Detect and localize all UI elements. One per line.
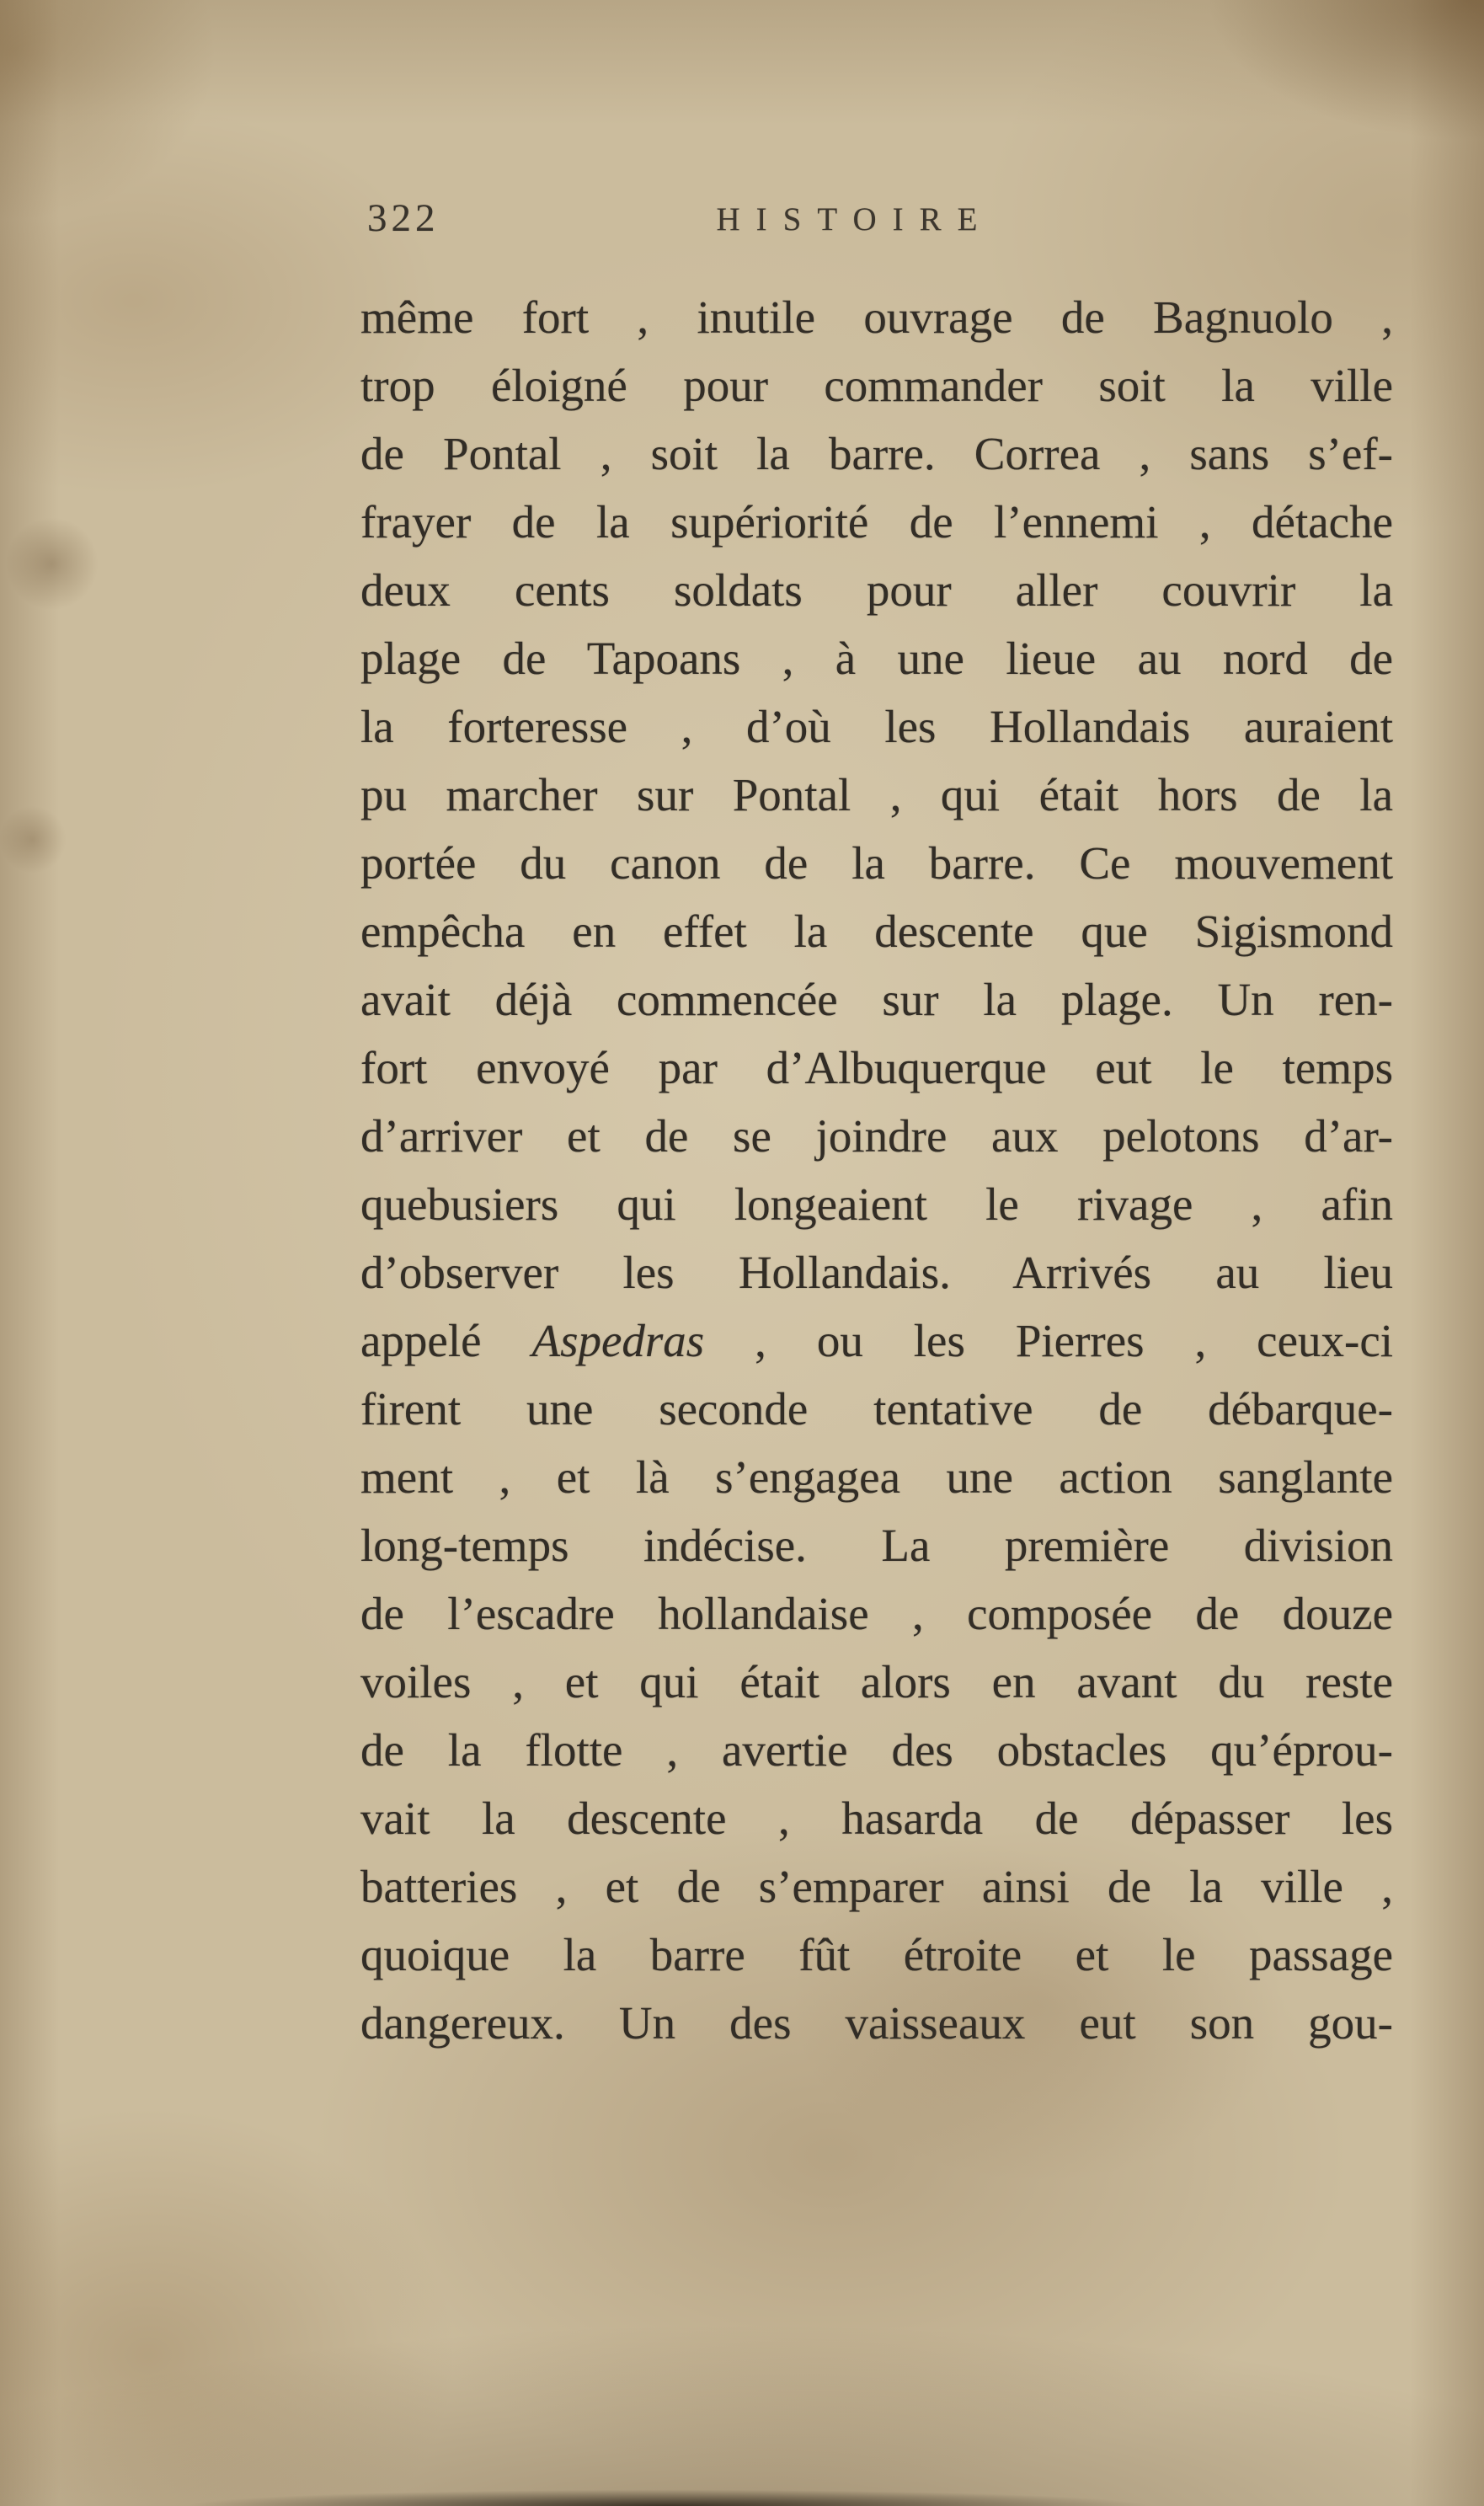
- text-segment: portée du canon de la barre. Ce mouvement: [360, 837, 1393, 889]
- text-line: [360, 1852, 1393, 1921]
- text-line: [360, 488, 1393, 556]
- page-content: [360, 195, 1393, 2057]
- text-line: [360, 897, 1393, 965]
- text-line: [360, 1716, 1393, 1784]
- text-segment: empêcha en effet la descente que Sigismond: [360, 906, 1393, 957]
- text-segment: de Pontal , soit la barre. Correa , sans s’ef-: [360, 428, 1393, 479]
- text-line: [360, 1989, 1393, 2057]
- text-segment: , ou les Pierres , ceux-ci: [704, 1315, 1394, 1366]
- text-line: [360, 1648, 1393, 1716]
- text-segment: de l’escadre hollandaise , composée de douze: [360, 1588, 1393, 1639]
- text-line: [360, 283, 1393, 351]
- text-segment: deux cents soldats pour aller couvrir la: [360, 564, 1393, 616]
- italic-text-segment: Aspedras: [531, 1315, 705, 1366]
- text-segment: d’observer les Hollandais. Arrivés au lieu: [360, 1247, 1393, 1298]
- text-line: [360, 829, 1393, 897]
- text-line: [360, 1511, 1393, 1579]
- text-segment: ment , et là s’engagea une action sanglante: [360, 1451, 1393, 1503]
- page-number: 322: [367, 196, 440, 240]
- text-line: [360, 1443, 1393, 1511]
- text-line: [360, 965, 1393, 1034]
- text-segment: quoique la barre fût étroite et le passage: [360, 1929, 1393, 1980]
- running-head: [360, 195, 1393, 278]
- text-segment: d’arriver et de se joindre aux pelotons d’ar-: [360, 1110, 1393, 1162]
- text-line: [360, 1579, 1393, 1648]
- text-line: [360, 1306, 1393, 1375]
- text-segment: de la flotte , avertie des obstacles qu’éprou-: [360, 1724, 1393, 1776]
- text-segment: quebusiers qui longeaient le rivage , afin: [360, 1178, 1393, 1230]
- text-segment: appelé: [360, 1315, 532, 1366]
- text-line: [360, 1238, 1393, 1306]
- text-segment: firent une seconde tentative de débarque-: [360, 1383, 1393, 1435]
- text-segment: long-temps indécise. La première division: [360, 1520, 1393, 1571]
- text-block: [360, 283, 1393, 2057]
- text-segment: plage de Tapoans , à une lieue au nord de: [360, 633, 1393, 684]
- text-line: [360, 1170, 1393, 1238]
- text-line: [360, 419, 1393, 488]
- text-segment: batteries , et de s’emparer ainsi de la ville ,: [360, 1861, 1393, 1912]
- text-line: [360, 692, 1393, 761]
- text-line: [360, 1102, 1393, 1170]
- text-segment: vait la descente , hasarda de dépasser les: [360, 1793, 1393, 1844]
- text-line: [360, 624, 1393, 692]
- text-segment: fort envoyé par d’Albuquerque eut le temps: [360, 1042, 1393, 1093]
- text-segment: trop éloigné pour commander soit la ville: [360, 360, 1393, 411]
- text-line: [360, 761, 1393, 829]
- text-line: [360, 1034, 1393, 1102]
- text-segment: dangereux. Un des vaisseaux eut son gou-: [360, 1997, 1393, 2049]
- running-header-title: HISTOIRE: [716, 201, 994, 238]
- text-line: [360, 351, 1393, 419]
- text-segment: pu marcher sur Pontal , qui était hors de la: [360, 769, 1393, 820]
- text-segment: même fort , inutile ouvrage de Bagnuolo ,: [360, 291, 1393, 343]
- text-line: [360, 556, 1393, 624]
- text-line: [360, 1921, 1393, 1989]
- text-segment: frayer de la supériorité de l’ennemi , détache: [360, 496, 1393, 548]
- text-line: [360, 1375, 1393, 1443]
- text-segment: voiles , et qui était alors en avant du reste: [360, 1656, 1393, 1707]
- text-segment: la forteresse , d’où les Hollandais auraient: [360, 701, 1393, 752]
- text-segment: avait déjà commencée sur la plage. Un ren-: [360, 974, 1393, 1025]
- text-line: [360, 1784, 1393, 1852]
